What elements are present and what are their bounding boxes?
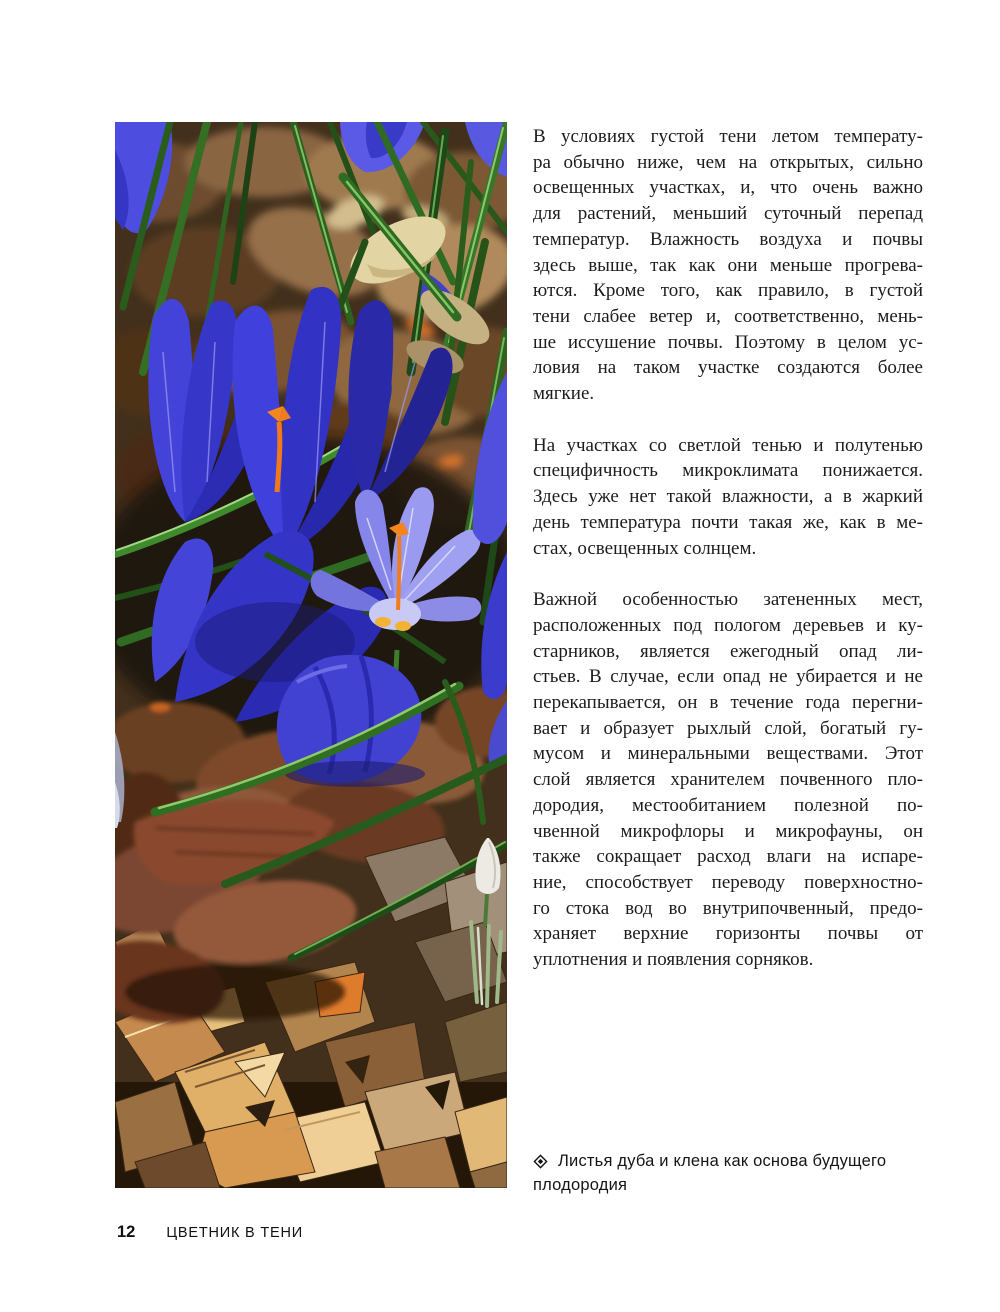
text-line: вает и образует рыхлый слой, богатый гу-	[533, 717, 923, 739]
text-line: ются. Кроме того, как правило, в густой	[533, 280, 923, 302]
text-line: мусом и минеральными веществами. Этот	[533, 743, 923, 765]
text-line: ловия на таком участке создаются более	[533, 357, 923, 379]
text-line: ше иссушение почвы. Поэтому в целом ус-	[533, 331, 923, 353]
text-line: В условиях густой тени летом температу-	[533, 126, 923, 147]
text-line: Здесь уже нет такой влажности, а в жаркий	[533, 486, 923, 508]
running-title: ЦВЕТНИК В ТЕНИ	[166, 1225, 303, 1241]
caption-text-line: плодородия	[533, 1176, 628, 1194]
text-line: мягкие.	[533, 383, 595, 405]
text-line: стах, освещенных солнцем.	[533, 537, 757, 559]
text-line: освещенных участках, и, что очень важно	[533, 177, 923, 199]
text-line: ра обычно ниже, чем на открытых, сильно	[533, 151, 923, 173]
text-line: расположенных под пологом деревьев и ку-	[533, 614, 923, 636]
text-line: храняет верхние горизонты почвы от	[533, 923, 923, 945]
paragraph	[533, 587, 923, 973]
text-line: стьев. В случае, если опад не убирается и не	[533, 666, 923, 688]
crocus-photo	[115, 122, 507, 1188]
text-line: специфичность микроклимата понижается.	[533, 460, 923, 482]
text-line: для растений, меньший суточный перепад	[533, 203, 923, 225]
text-line: перекапывается, он в течение года перегни-	[533, 692, 923, 714]
text-line: слой является хранителем почвенного пло-	[533, 769, 923, 791]
paragraph	[533, 124, 923, 407]
text-line: тени слабее ветер и, соответственно, мень-	[533, 305, 923, 327]
text-line: чвенной микрофлоры и микрофауны, он	[533, 820, 923, 842]
text-line: ние, способствует переводу поверхностно-	[533, 871, 923, 893]
text-line: уплотнения и появления сорняков.	[533, 949, 814, 971]
text-line: Важной особенностью затененных мест,	[533, 589, 923, 611]
page-number: 12	[117, 1223, 136, 1241]
diamond-bullet-icon	[533, 1154, 548, 1169]
text-line: также сокращает расход влаги на испаре-	[533, 846, 923, 868]
text-line: го стока вод во внутрипочвенный, предо-	[533, 897, 923, 919]
text-line: температур. Влажность воздуха и почвы	[533, 228, 923, 250]
text-line: старников, является ежегодный опад ли-	[533, 640, 923, 662]
text-line: день температура почти такая же, как в ме-	[533, 511, 923, 533]
text-line: дородия, местообитанием полезной по-	[533, 794, 923, 816]
text-line: На участках со светлой тенью и полутенью	[533, 434, 923, 456]
crocus-photo-art	[115, 122, 507, 1188]
caption-text-line: Листья дуба и клена как основа будущего	[558, 1152, 887, 1170]
text-line: здесь выше, так как они меньше прогрева-	[533, 254, 923, 276]
paragraph	[533, 433, 923, 562]
page-footer	[117, 1223, 303, 1242]
body-text	[533, 124, 923, 999]
photo-caption	[533, 1149, 943, 1197]
